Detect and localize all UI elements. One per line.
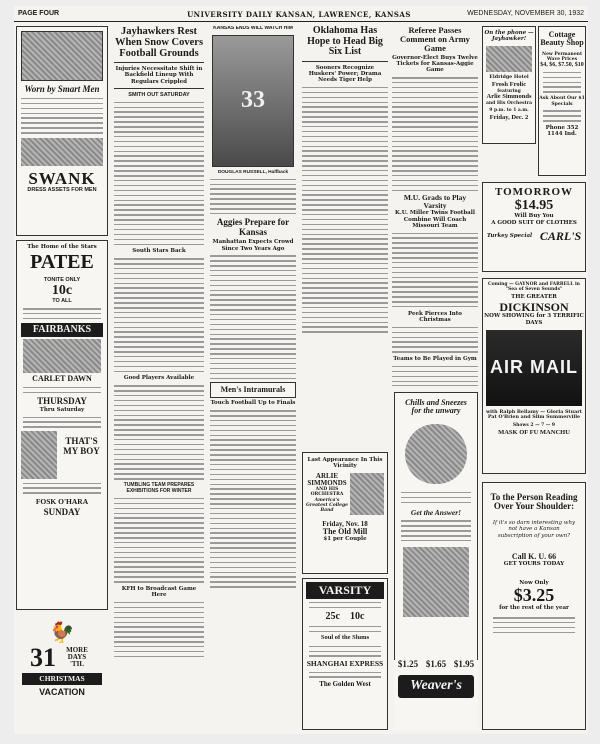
varsity-name: VARSITY bbox=[306, 582, 384, 599]
frolic-date: Friday, Dec. 2 bbox=[489, 114, 529, 122]
cast-line-1: with Ralph Bellamy — Gloria Stuart bbox=[486, 408, 582, 415]
cast-line-2: Pat O'Brien and Slim Summerville bbox=[487, 414, 581, 421]
swank-brand: SWANK bbox=[28, 168, 96, 188]
shanghai-express: SHANGHAI EXPRESS bbox=[306, 659, 384, 669]
call-ku-66: Call K. U. 66 bbox=[511, 551, 557, 561]
cottage-ask: Ask About Our $1 Specials bbox=[539, 96, 585, 107]
arlie-simmonds-ad bbox=[302, 452, 388, 574]
smith-out-section: SMITH OUT SATURDAY bbox=[128, 91, 190, 98]
turkey-special: Turkey Special bbox=[486, 233, 533, 239]
aggies-column bbox=[210, 26, 296, 730]
price-2: $1.65 bbox=[425, 659, 447, 669]
frolic-time: 9 p.m. to 1 a.m. bbox=[489, 108, 529, 114]
band-sub: and His Orchestra bbox=[485, 100, 533, 106]
page-label: PAGE FOUR bbox=[18, 10, 60, 17]
tomorrow-carls-ad bbox=[482, 182, 586, 272]
now-only: Now Only bbox=[519, 579, 549, 586]
movie-still bbox=[23, 339, 101, 373]
south-stars-section: South Stars Back bbox=[132, 248, 186, 255]
phone-illustration bbox=[486, 46, 532, 72]
tomorrow-head: TOMORROW bbox=[494, 186, 574, 198]
jayhawkers-subhead: Injuries Necessitate Shift in Backfield Lineup With Regulars Crippled bbox=[115, 66, 203, 85]
tumbling-team-section: TUMBLING TEAM PREPARES EXHIBITIONS FOR WINTER bbox=[123, 482, 195, 494]
cottage-prices: $4, $6, $7.50, $10 bbox=[540, 62, 584, 69]
cottage-beauty-shop-ad bbox=[538, 26, 586, 176]
cottage-address: 1144 Ind. bbox=[547, 131, 577, 138]
arlie-portrait bbox=[350, 473, 384, 515]
thursday-label: THURSDAY bbox=[37, 396, 87, 407]
smart-men-ad bbox=[16, 26, 108, 236]
jayhawkers-article bbox=[114, 26, 204, 730]
featuring-label: featuring bbox=[497, 88, 521, 94]
jayhawker-headline: On the phone — Jayhawker! bbox=[484, 30, 534, 43]
tonite-label: TONITE ONLY bbox=[43, 277, 81, 284]
fosk-ohara: FOSK O'HARA bbox=[35, 496, 89, 506]
boy-portrait bbox=[21, 431, 57, 479]
dickinson-theater-ad bbox=[482, 278, 586, 474]
thats-my-boy-title: THAT'S MY BOY bbox=[63, 436, 100, 456]
cottage-line1: New Permanent Wave Prices bbox=[541, 51, 583, 62]
rooster-icon: 🐓 bbox=[49, 620, 75, 644]
patee-to-all: TO ALL bbox=[52, 298, 72, 305]
intramurals-box bbox=[210, 382, 296, 398]
referee-subhead: Governor-Elect Buys Twelve Tickets for Kansas-Aggie Game bbox=[392, 54, 478, 74]
gift-box-illustration bbox=[21, 31, 103, 81]
intramurals-subhead: Touch Football Up to Finals bbox=[210, 400, 296, 407]
fu-manchu: MASK OF FU MANCHU bbox=[498, 429, 570, 437]
weavers-brand: Weaver's bbox=[398, 675, 474, 698]
thru-saturday: Thru Saturday bbox=[39, 406, 85, 413]
intramurals-title: Men's Intramurals bbox=[220, 385, 286, 395]
peek-headline: Peek Pierces Into Christmas bbox=[408, 310, 462, 324]
aggies-subhead: Manhattan Expects Crowd Since Two Years Ago bbox=[212, 239, 294, 252]
good-suit: A GOOD SUIT OF CLOTHES bbox=[491, 219, 577, 226]
arlie-date: Friday, Nov. 18 bbox=[322, 519, 368, 528]
chills-script: Chills and Sneezes for the unwary bbox=[405, 398, 467, 416]
arlie-name: ARLIE SIMMONDS bbox=[307, 471, 347, 487]
air-mail-banner bbox=[486, 330, 582, 406]
dickinson-name: DICKINSON bbox=[499, 299, 569, 314]
patee-name: PATEE bbox=[30, 251, 94, 274]
subscription-price: $3.25 bbox=[513, 584, 555, 605]
galosh-boot-illustration bbox=[403, 547, 469, 617]
subscription-lead: To the Person Reading Over Your Shoulder: bbox=[490, 492, 578, 512]
arlie-price: $1 per Couple bbox=[323, 536, 367, 543]
christmas-label: CHRISTMAS bbox=[22, 673, 102, 685]
varsity-adult-price: 25c bbox=[325, 610, 340, 622]
cottage-phone: Phone 352 bbox=[545, 124, 579, 131]
weavers-footer bbox=[394, 660, 478, 730]
fairbanks-banner: FAIRBANKS bbox=[21, 323, 103, 338]
show-times: Shows 2 — 7 — 9 bbox=[512, 422, 556, 428]
arlie-sub: America's Greatest College Band bbox=[306, 497, 348, 513]
newspaper-page bbox=[14, 6, 588, 734]
photo-caption: DOUGLAS RUSSELL, Halfback bbox=[217, 169, 289, 175]
oklahoma-headline: Oklahoma Has Hope to Head Big Six List bbox=[307, 26, 383, 57]
suit-price: $14.95 bbox=[514, 197, 554, 213]
hotel-name: Eldridge Hotel bbox=[489, 73, 529, 80]
aggies-headline: Aggies Prepare for Kansas bbox=[216, 217, 290, 237]
get-yours-today: GET YOURS TODAY bbox=[503, 561, 565, 568]
cottage-name: Cottage Beauty Shop bbox=[540, 30, 584, 48]
kansan-subscription-ad bbox=[482, 482, 586, 730]
greater-label: THE GREATER bbox=[511, 294, 557, 301]
patee-theater-ad bbox=[16, 240, 108, 610]
sunday-label: SUNDAY bbox=[43, 506, 81, 517]
good-players-section: Good Players Available bbox=[123, 375, 195, 382]
varsity-theater-ad bbox=[302, 578, 388, 730]
masthead bbox=[14, 6, 588, 22]
paper-title: UNIVERSITY DAILY KANSAN, LAWRENCE, KANSAS bbox=[187, 10, 411, 19]
jersey-number: 33 bbox=[241, 86, 265, 113]
more-days-til: MORE DAYS 'TIL bbox=[66, 645, 88, 669]
get-answer-script: Get the Answer! bbox=[410, 508, 462, 518]
arlie-band: AND HIS ORCHESTRA bbox=[310, 487, 344, 498]
carls-brand: CARL'S bbox=[539, 228, 582, 243]
referee-headline: Referee Passes Comment on Army Game bbox=[400, 26, 470, 53]
frosh-frolic: Frosh Frolic bbox=[491, 81, 527, 89]
last-appearance: Last Appearance In This Vicinity bbox=[307, 457, 383, 470]
referee-column bbox=[392, 26, 478, 386]
mu-grads-subhead: K.U. Miller Twins Football Combine Will Coach Missouri Team bbox=[395, 210, 475, 229]
oklahoma-column bbox=[302, 26, 388, 386]
arlie-place: The Old Mill bbox=[322, 526, 368, 536]
oklahoma-subhead: Sooners Recognize Huskers' Power; Drama Needs Tiger Help bbox=[308, 64, 382, 84]
will-buy-you: Will Buy You bbox=[514, 213, 554, 220]
smart-men-headline: Worn by Smart Men bbox=[24, 84, 100, 94]
cufflinks-illustration bbox=[21, 138, 103, 166]
soul-of-slums: Soul of the Slums bbox=[320, 634, 370, 642]
subscription-quote: If it's so darn interesting why not have a Kansan subscription of your own? bbox=[492, 519, 576, 539]
varsity-child-price: 10c bbox=[350, 610, 365, 622]
man-sneezing-illustration bbox=[405, 424, 467, 484]
patee-heading: The Home of the Stars bbox=[27, 244, 97, 250]
rest-of-year: for the rest of the year bbox=[499, 604, 569, 611]
kansas-ends-label: KANSAS ENDS WILL WATCH HIM bbox=[213, 26, 293, 31]
band-name: Arlie Simmonds bbox=[486, 93, 532, 101]
price-1: $1.25 bbox=[397, 659, 419, 669]
issue-date: WEDNESDAY, NOVEMBER 30, 1932 bbox=[467, 10, 584, 17]
coming-gaynor: Coming — GAYNOR and FARRELL in "Sea of Seven Sounds" bbox=[488, 282, 580, 293]
golden-west: The Golden West bbox=[319, 680, 371, 689]
vacation-label: VACATION bbox=[39, 687, 85, 698]
scarlet-dawn-title: CARLET DAWN bbox=[32, 374, 92, 384]
patee-price: 10c bbox=[51, 282, 73, 298]
player-photo bbox=[212, 35, 294, 167]
days-count: 31 bbox=[30, 643, 56, 672]
now-showing: NOW SHOWING for 3 TERRIFIC DAYS bbox=[484, 313, 584, 326]
price-3: $1.95 bbox=[453, 659, 475, 669]
swank-tagline: DRESS ASSETS FOR MEN bbox=[27, 187, 97, 194]
christmas-vacation-countdown bbox=[16, 616, 108, 730]
kfh-broadcast-section: KFH to Broadcast Game Here bbox=[121, 585, 197, 599]
jayhawkers-headline: Jayhawkers Rest When Snow Covers Football Grounds bbox=[114, 26, 204, 60]
jayhawker-ad bbox=[482, 26, 536, 144]
air-mail-title: AIR MAIL bbox=[490, 357, 578, 378]
mu-grads-headline: M.U. Grads to Play Varsity bbox=[403, 193, 467, 211]
teams-gym-subhead: Teams to Be Played in Gym bbox=[393, 356, 477, 363]
